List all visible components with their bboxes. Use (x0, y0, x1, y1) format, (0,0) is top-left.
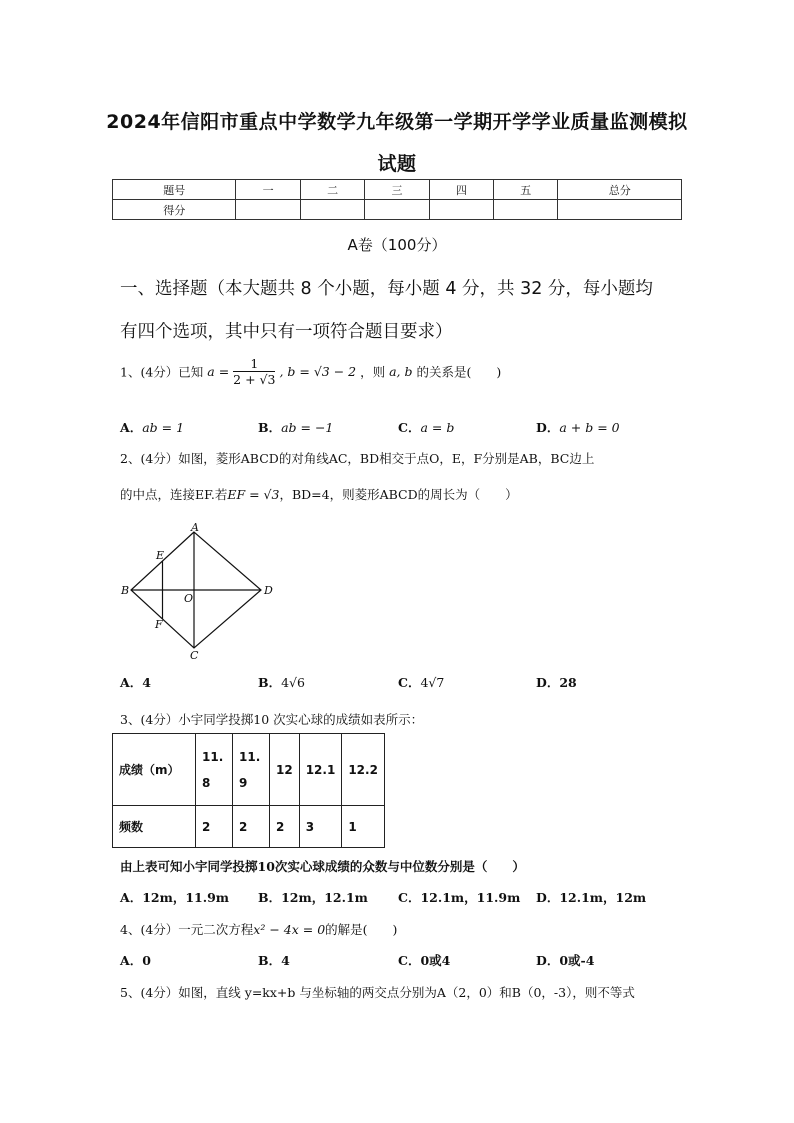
score-table-score-row (113, 200, 682, 220)
q4-prefix: 4、(4分）一元二次方程 (120, 922, 254, 937)
label-f: F (155, 618, 163, 631)
title-line-2: 试题 (377, 153, 417, 175)
q4-suffix: 的解是( ) (325, 922, 398, 937)
option-expr: 12m，12.1m (281, 890, 368, 905)
q1-fraction (233, 356, 275, 387)
option-expr: 4√7 (420, 675, 445, 690)
score-header-cell: 一 (236, 180, 300, 200)
title-line-1: 2024年信阳市重点中学数学九年级第一学期开学学业质量监测模拟 (106, 111, 688, 133)
rhombus-figure (118, 520, 278, 660)
frequency-cell: 1 (342, 806, 385, 848)
q3-grade-table (112, 733, 385, 848)
q1-option-c[interactable] (398, 418, 454, 436)
q1-option-d[interactable] (536, 418, 620, 436)
frequency-row (113, 806, 385, 848)
option-expr: 4 (281, 953, 290, 968)
q2-option-b[interactable] (258, 673, 305, 691)
q2-text-b: ，BD=4，则菱形ABCD的周长为（ ） (279, 487, 518, 502)
option-expr: 4√6 (281, 675, 305, 690)
option-expr: 0或-4 (559, 953, 595, 968)
score-header-cell: 四 (429, 180, 493, 200)
part1-heading-line-1: 一、选择题（本大题共 8 个小题，每小题 4 分，共 32 分，每小题均 (120, 279, 653, 299)
q2-text-a: 的中点，连接EF.若 (120, 487, 228, 502)
option-label: D． (536, 890, 560, 905)
question-1 (120, 356, 501, 387)
score-header-cell: 总分 (558, 180, 682, 200)
q2-option-c[interactable] (398, 673, 444, 691)
option-label: C． (398, 953, 421, 968)
option-label: C． (398, 890, 421, 905)
option-label: D． (536, 675, 560, 690)
label-b: B (121, 584, 130, 597)
score-header-cell: 二 (300, 180, 364, 200)
grades-cell: 11. 8 (196, 734, 233, 806)
question-4 (120, 920, 397, 938)
option-label: D． (536, 953, 560, 968)
score-header-cell: 五 (494, 180, 558, 200)
frequency-cell: 2 (270, 806, 300, 848)
label-d: D (264, 584, 273, 597)
q3-option-c[interactable] (398, 888, 520, 906)
q4-option-b[interactable] (258, 951, 290, 969)
score-cell[interactable] (300, 200, 364, 220)
option-expr: 4 (142, 675, 151, 690)
option-expr: ab = 1 (142, 420, 185, 435)
q1-tail: 的关系是( ) (416, 364, 502, 380)
label-o: O (184, 592, 194, 605)
option-expr: a = b (420, 420, 455, 435)
frequency-row-label: 频数 (113, 806, 196, 848)
option-label: B． (258, 890, 282, 905)
grades-cell: 12.1 (299, 734, 342, 806)
score-cell[interactable] (236, 200, 300, 220)
q4-equation: x² − 4x = 0 (253, 922, 326, 937)
label-c: C (190, 649, 199, 660)
q2-option-a[interactable] (120, 673, 151, 691)
score-cell[interactable] (494, 200, 558, 220)
option-label: C． (398, 420, 421, 435)
q1-prefix: 1、(4分）已知 (120, 364, 204, 380)
grades-row (113, 734, 385, 806)
option-label: B． (258, 953, 282, 968)
q1-b-eq: , b = √3 − 2 (279, 364, 357, 379)
frequency-cell: 3 (299, 806, 342, 848)
option-label: A． (120, 890, 143, 905)
grades-cell: 12.2 (342, 734, 385, 806)
grades-cell: 12 (270, 734, 300, 806)
question-2-line-1: 2、(4分）如图，菱形ABCD的对角线AC，BD相交于点O，E，F分别是AB，BC边上 (120, 451, 595, 466)
grades-cell: 11. 9 (233, 734, 270, 806)
score-cell[interactable] (365, 200, 429, 220)
q3-option-d[interactable] (536, 888, 646, 906)
label-e: E (156, 549, 165, 562)
option-label: D． (536, 420, 560, 435)
score-row-label: 得分 (113, 200, 236, 220)
option-label: C． (398, 675, 421, 690)
question-5-line-1: 5、(4分）如图，直线 y=kx+b 与坐标轴的两交点分别为A（2，0）和B（0，-3），则不等式 (120, 985, 635, 1000)
q1-option-a[interactable] (120, 418, 184, 436)
option-expr: 12.1m，12m (559, 890, 647, 905)
option-label: A． (120, 675, 143, 690)
option-label: B． (258, 675, 282, 690)
option-label: A． (120, 420, 143, 435)
option-expr: a + b = 0 (559, 420, 620, 435)
option-expr: 12.1m，11.9m (420, 890, 521, 905)
score-cell[interactable] (558, 200, 682, 220)
question-2-line-2 (120, 485, 518, 503)
q1-suffix: ，则 (360, 364, 386, 380)
q1-a-eq: a = (207, 364, 230, 379)
q2-ef-expr: EF = √3 (227, 487, 280, 502)
option-expr: 0或4 (420, 953, 451, 968)
question-3-text: 由上表可知小宇同学投掷10次实心球成绩的众数与中位数分别是（ ） (120, 859, 525, 874)
q3-option-b[interactable] (258, 888, 368, 906)
q4-option-d[interactable] (536, 951, 594, 969)
score-table-header-row (113, 180, 682, 200)
score-table (112, 179, 682, 220)
option-expr: 12m，11.9m (142, 890, 229, 905)
question-3-intro: 3、(4分）小宇同学投掷10 次实心球的成绩如表所示： (120, 712, 424, 727)
q1-option-b[interactable] (258, 418, 333, 436)
frequency-cell: 2 (233, 806, 270, 848)
frequency-cell: 2 (196, 806, 233, 848)
option-expr: 0 (142, 953, 151, 968)
option-label: B． (258, 420, 282, 435)
option-expr: 28 (559, 675, 577, 690)
option-expr: ab = −1 (281, 420, 334, 435)
score-cell[interactable] (429, 200, 493, 220)
score-header-cell: 题号 (113, 180, 236, 200)
score-header-cell: 三 (365, 180, 429, 200)
q1-ab: a, b (389, 364, 413, 379)
grades-row-label: 成绩（m） (113, 734, 196, 806)
q1-fraction-numerator: 1 (233, 356, 275, 372)
q1-fraction-denominator: 2 + √3 (233, 372, 276, 387)
q4-option-c[interactable] (398, 951, 450, 969)
label-a: A (191, 521, 199, 534)
q3-option-a[interactable] (120, 888, 229, 906)
option-label: A． (120, 953, 143, 968)
part1-heading-line-2: 有四个选项，其中只有一项符合题目要求） (120, 322, 453, 342)
q2-option-d[interactable] (536, 673, 577, 691)
section-a-heading: A卷（100分） (347, 236, 447, 254)
q4-option-a[interactable] (120, 951, 151, 969)
